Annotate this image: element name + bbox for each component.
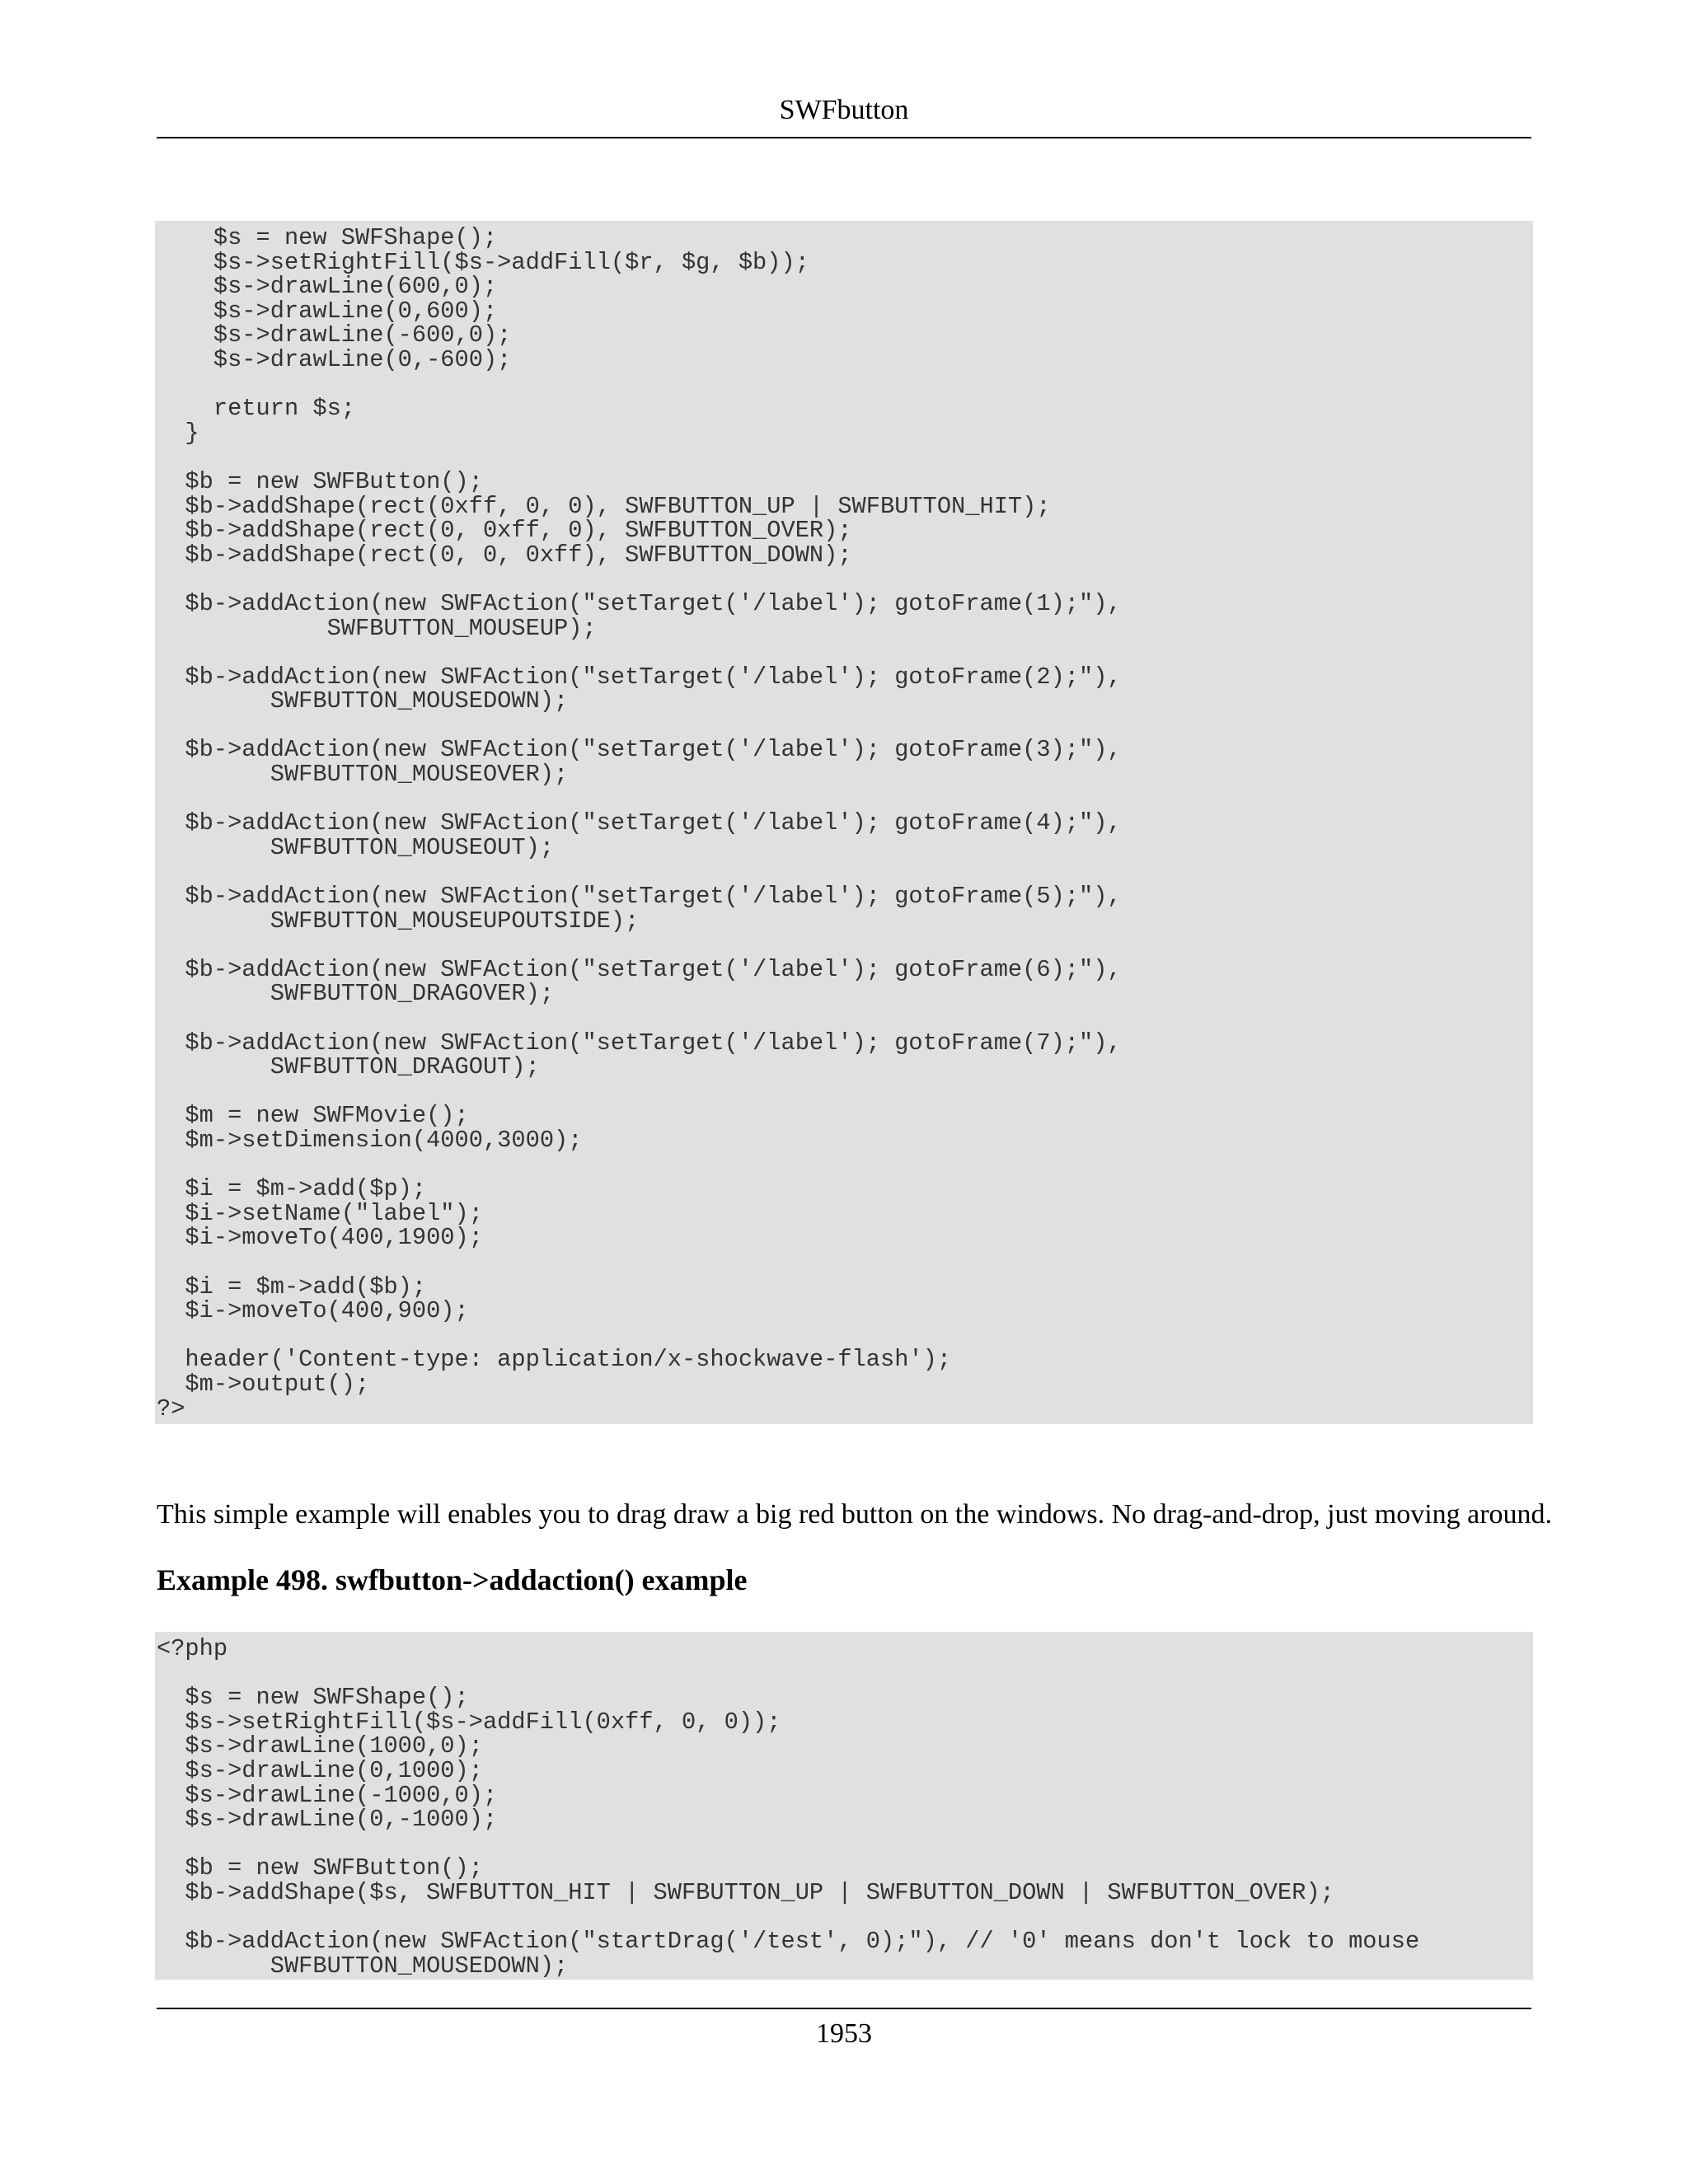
code-block-addaction-example: <?php $s = new SWFShape(); $s->setRightFill($s->addFill(0xff, 0, 0)); $s->drawLine(1000,0); $s->drawLine(0,1000); $s->drawLine(-1000,0); $s->drawLine(0,-1000); $b = new SWFButton(); $b->addShape($s, SWFBUTTON_HIT | SWFBUTTON_UP | SWFBUTTON_DOWN | SWFBUTTON_OVER); $b->addAction(new SWFAction("startDrag('/test', 0);"), // '0' means don't lock to mouse SWFBUTTON_MOUSEDOWN); [155, 1632, 1533, 1980]
code-block-rect-button-example: $s = new SWFShape(); $s->setRightFill($s->addFill($r, $g, $b)); $s->drawLine(600,0); $s->drawLine(0,600); $s->drawLine(-600,0); $s->drawLine(0,-600); return $s; } $b = new SWFButton(); $b->addShape(rect(0xff, 0, 0), SWFBUTTON_UP | SWFBUTTON_HIT); $b->addShape(rect(0, 0xff, 0), SWFBUTTON_OVER); $b->addShape(rect(0, 0, 0xff), SWFBUTTON_DOWN); $b->addAction(new SWFAction("setTarget('/label'); gotoFrame(1);"), SWFBUTTON_MOUSEUP); $b->addAction(new SWFAction("setTarget('/label'); gotoFrame(2);"), SWFBUTTON_MOUSEDOWN); $b->addAction(new SWFAction("setTarget('/label'); gotoFrame(3);"), SWFBUTTON_MOUSEOVER); $b->addAction(new SWFAction("setTarget('/label'); gotoFrame(4);"), SWFBUTTON_MOUSEOUT); $b->addAction(new SWFAction("setTarget('/label'); gotoFrame(5);"), SWFBUTTON_MOUSEUPOUTSIDE); $b->addAction(new SWFAction("setTarget('/label'); gotoFrame(6);"), SWFBUTTON_DRAGOVER); $b->addAction(new SWFAction("setTarget('/label'); gotoFrame(7);"), SWFBUTTON_DRAGOUT); $m = new SWFMovie(); $m->setDimension(4000,3000); $i = $m->add($p); $i->setName("label"); $i->moveTo(400,1900); $i = $m->add($b); $i->moveTo(400,900); header('Content-type: application/x-shockwave-flash'); $m->output(); ?> [155, 221, 1533, 1424]
example-title: Example 498. swfbutton->addaction() example [157, 1563, 748, 1596]
page-number: 1953 [816, 2018, 872, 2049]
page-footer [157, 2008, 1531, 2052]
page-header-title: SWFbutton [779, 95, 909, 125]
page-header [157, 92, 1531, 138]
description-paragraph: This simple example will enables you to drag draw a big red button on the windows. No drag-and-drop, just moving around. [157, 1499, 1553, 1530]
